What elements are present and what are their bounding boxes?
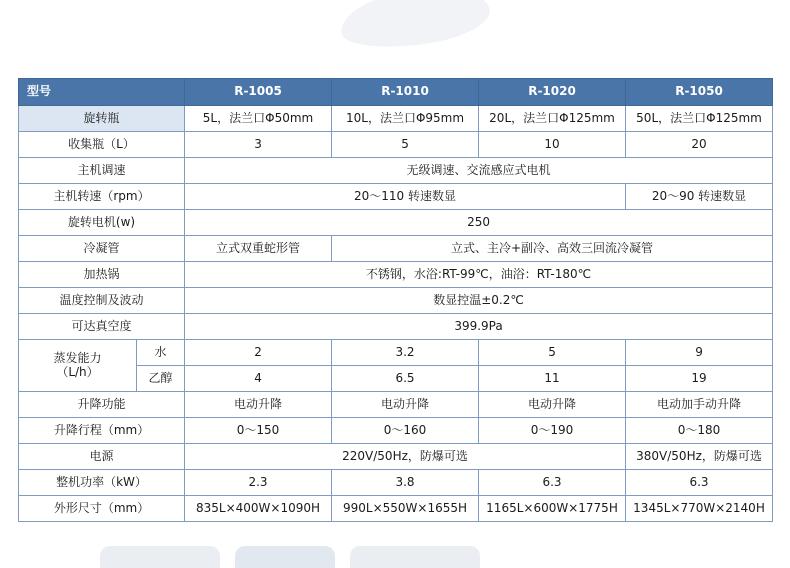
table-row	[19, 158, 773, 184]
row-cell: 电动升降	[185, 392, 332, 418]
row-cell: 电动加手动升降	[626, 392, 773, 418]
table-row	[19, 184, 773, 210]
row-cell-span: 20～90 转速数显	[626, 184, 773, 210]
row-label: 加热锅	[19, 262, 185, 288]
table-row	[19, 106, 773, 132]
row-cell: 10	[479, 132, 626, 158]
row-cell: 990L×550W×1655H	[332, 496, 479, 522]
decorative-shape-bottom-2	[235, 546, 335, 568]
row-cell: 5L，法兰口Φ50mm	[185, 106, 332, 132]
evaporation-label-unit: （L/h）	[56, 364, 99, 379]
row-cell: 0～160	[332, 418, 479, 444]
row-label: 收集瓶（L）	[19, 132, 185, 158]
table-row	[19, 340, 773, 366]
row-cell: 6.3	[626, 470, 773, 496]
row-cell: 5	[332, 132, 479, 158]
table-row	[19, 470, 773, 496]
sub-label-ethanol: 乙醇	[137, 366, 185, 392]
row-cell-merged: 数显控温±0.2℃	[185, 288, 773, 314]
row-label: 升降行程（mm）	[19, 418, 185, 444]
row-cell-merged: 无级调速、交流感应式电机	[185, 158, 773, 184]
header-cell-r1005: R-1005	[185, 79, 332, 106]
decorative-shape-bottom-3	[350, 546, 480, 568]
table-row	[19, 444, 773, 470]
table-header-row	[19, 79, 773, 106]
row-label: 外形尺寸（mm）	[19, 496, 185, 522]
row-label: 整机功率（kW）	[19, 470, 185, 496]
row-cell: 6.3	[479, 470, 626, 496]
row-cell: 5	[479, 340, 626, 366]
row-cell-span: 立式双重蛇形管	[185, 236, 332, 262]
table-row	[19, 314, 773, 340]
row-cell: 3.8	[332, 470, 479, 496]
table-row	[19, 262, 773, 288]
header-cell-model: 型号	[19, 79, 185, 106]
row-cell-span: 220V/50Hz，防爆可选	[185, 444, 626, 470]
header-cell-r1020: R-1020	[479, 79, 626, 106]
row-cell-span: 20～110 转速数显	[185, 184, 626, 210]
row-label: 升降功能	[19, 392, 185, 418]
row-label: 主机调速	[19, 158, 185, 184]
row-cell: 835L×400W×1090H	[185, 496, 332, 522]
row-label: 温度控制及波动	[19, 288, 185, 314]
sub-label-water: 水	[137, 340, 185, 366]
row-cell: 19	[626, 366, 773, 392]
row-label: 旋转瓶	[19, 106, 185, 132]
decorative-shape-top	[337, 0, 493, 55]
row-cell: 电动升降	[479, 392, 626, 418]
table-row	[19, 210, 773, 236]
row-cell-merged: 不锈钢，水浴:RT-99℃，油浴：RT-180℃	[185, 262, 773, 288]
row-cell: 0～190	[479, 418, 626, 444]
row-cell: 6.5	[332, 366, 479, 392]
row-cell-span: 380V/50Hz，防爆可选	[626, 444, 773, 470]
row-cell-merged: 399.9Pa	[185, 314, 773, 340]
row-label-evaporation	[19, 340, 137, 392]
row-cell: 3	[185, 132, 332, 158]
decorative-shape-bottom-1	[100, 546, 220, 568]
row-cell: 2	[185, 340, 332, 366]
table-row	[19, 132, 773, 158]
row-cell: 50L，法兰口Φ125mm	[626, 106, 773, 132]
row-cell: 10L，法兰口Φ95mm	[332, 106, 479, 132]
specification-table	[18, 78, 773, 522]
row-cell: 4	[185, 366, 332, 392]
table-row	[19, 496, 773, 522]
row-cell-merged: 250	[185, 210, 773, 236]
evaporation-label-text: 蒸发能力	[53, 350, 102, 365]
row-cell: 2.3	[185, 470, 332, 496]
row-label: 旋转电机(w)	[19, 210, 185, 236]
table-row	[19, 236, 773, 262]
table-row	[19, 418, 773, 444]
row-cell: 1345L×770W×2140H	[626, 496, 773, 522]
row-cell: 11	[479, 366, 626, 392]
row-cell: 1165L×600W×1775H	[479, 496, 626, 522]
row-cell: 20L，法兰口Φ125mm	[479, 106, 626, 132]
table-row	[19, 288, 773, 314]
row-cell: 0～180	[626, 418, 773, 444]
header-cell-r1010: R-1010	[332, 79, 479, 106]
row-cell: 9	[626, 340, 773, 366]
row-cell: 0～150	[185, 418, 332, 444]
row-label: 电源	[19, 444, 185, 470]
row-cell-span: 立式、主冷+副冷、高效三回流冷凝管	[332, 236, 773, 262]
row-label: 可达真空度	[19, 314, 185, 340]
row-cell: 3.2	[332, 340, 479, 366]
row-label: 主机转速（rpm）	[19, 184, 185, 210]
table-row	[19, 392, 773, 418]
row-label: 冷凝管	[19, 236, 185, 262]
header-cell-r1050: R-1050	[626, 79, 773, 106]
row-cell: 20	[626, 132, 773, 158]
row-cell: 电动升降	[332, 392, 479, 418]
